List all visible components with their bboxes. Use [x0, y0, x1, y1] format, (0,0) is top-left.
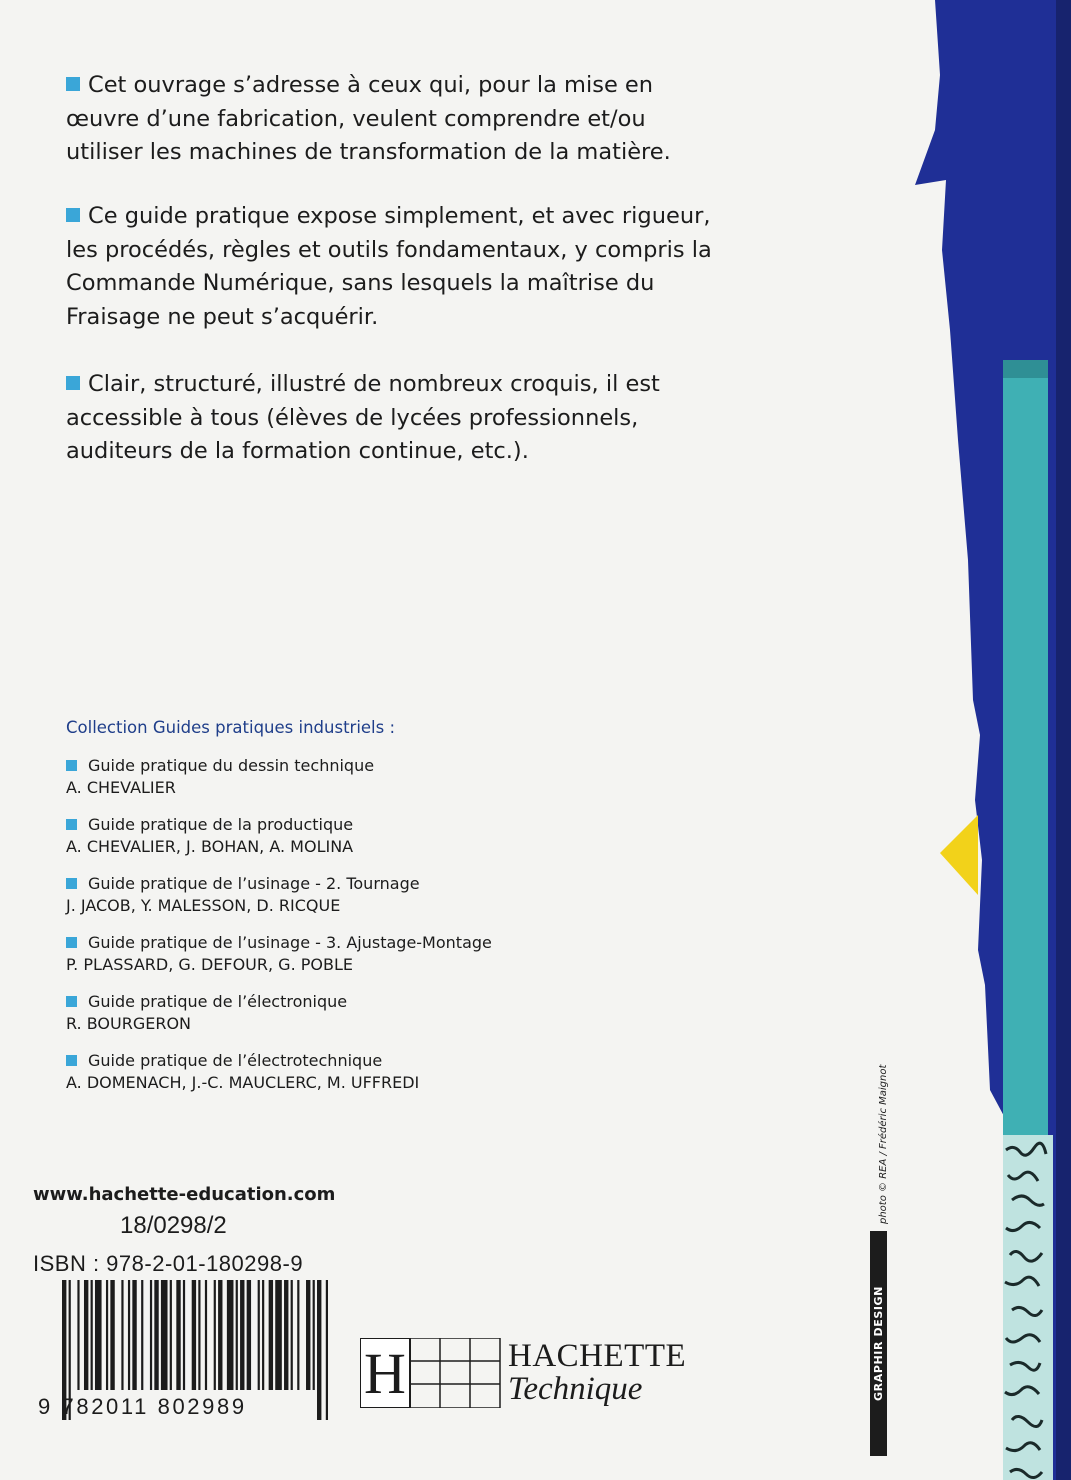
collection-list	[66, 755, 492, 1109]
barcode-bar	[161, 1280, 168, 1390]
collection-item-authors: J. JACOB, Y. MALESSON, D. RICQUE	[66, 896, 341, 915]
design-credit: GRAPHIR DESIGN	[870, 1231, 887, 1456]
square-bullet-icon	[66, 1055, 77, 1066]
spine-shadow	[1056, 0, 1071, 1480]
collection-title: Collection Guides pratiques industriels :	[66, 718, 396, 737]
barcode-bar	[247, 1280, 251, 1390]
collection-item	[66, 991, 492, 1050]
square-bullet-icon	[66, 937, 77, 948]
barcode-bar	[317, 1280, 321, 1420]
barcode-bar	[227, 1280, 234, 1390]
barcode-bar	[176, 1280, 180, 1390]
barcode-bar	[132, 1280, 136, 1390]
barcode-bar	[84, 1280, 88, 1390]
square-bullet-icon	[66, 996, 77, 1007]
blurb-text-2: Ce guide pratique expose simplement, et avec rigueur, les procédés, règles et outils fondamentaux, y compris la Commande Numérique, sans lesquels la maîtrise du Fraisage ne peut s’acquérir.	[66, 203, 712, 330]
collection-item-authors: A. CHEVALIER	[66, 778, 176, 797]
svg-text:H: H	[364, 1341, 406, 1406]
collection-item-authors: R. BOURGERON	[66, 1014, 192, 1033]
barcode-bar	[154, 1280, 158, 1390]
square-bullet-icon	[66, 77, 80, 91]
barcode-bar	[183, 1280, 185, 1390]
marbled-pattern-bg	[1003, 1135, 1053, 1480]
collection-item	[66, 1050, 492, 1109]
collection-item-title: Guide pratique de l’usinage - 2. Tournage	[88, 874, 420, 893]
blurb-text-1: Cet ouvrage s’adresse à ceux qui, pour la mise en œuvre d’une fabrication, veulent comprendre et/ou utiliser les machines de transformation de la matière.	[66, 72, 671, 165]
barcode-bar	[291, 1280, 293, 1390]
barcode-bar	[284, 1280, 288, 1390]
barcode-bar	[77, 1280, 79, 1390]
barcode-bar	[258, 1280, 260, 1390]
blurb-paragraph-3	[66, 368, 726, 469]
collection-item-title: Guide pratique du dessin technique	[88, 756, 375, 775]
collection-item-authors: A. CHEVALIER, J. BOHAN, A. MOLINA	[66, 837, 354, 856]
collection-item-title: Guide pratique de la productique	[88, 815, 354, 834]
collection-item	[66, 814, 492, 873]
photo-credit: photo © REA / Frédéric Maignot	[878, 1064, 889, 1224]
isbn: ISBN : 978-2-01-180298-9	[33, 1251, 304, 1276]
barcode-bar	[205, 1280, 207, 1390]
barcode-bar	[95, 1280, 102, 1390]
barcode-bar	[128, 1280, 130, 1390]
teal-strip-top	[1003, 360, 1048, 378]
barcode-bar	[170, 1280, 172, 1390]
collection-item-title: Guide pratique de l’électronique	[88, 992, 348, 1011]
barcode-bar	[236, 1280, 238, 1390]
collection-item-authors: P. PLASSARD, G. DEFOUR, G. POBLE	[66, 955, 353, 974]
barcode-bar	[150, 1280, 152, 1390]
blurb-paragraph-2	[66, 200, 726, 334]
barcode-bar	[313, 1280, 315, 1390]
barcode-bar	[326, 1280, 328, 1420]
product-code: 18/0298/2	[120, 1212, 227, 1239]
barcode-bar	[240, 1280, 244, 1390]
collection-item	[66, 755, 492, 814]
barcode-bar	[262, 1280, 264, 1390]
collection-item	[66, 932, 492, 991]
barcode-bar	[141, 1280, 143, 1390]
barcode-bar	[269, 1280, 273, 1390]
barcode-bar	[218, 1280, 222, 1390]
barcode-bar	[121, 1280, 123, 1390]
barcode-bar	[297, 1280, 299, 1390]
barcode-bar	[91, 1280, 93, 1390]
square-bullet-icon	[66, 878, 77, 889]
publisher-imprint: Technique	[508, 1371, 643, 1407]
blurb-paragraph-1	[66, 69, 726, 170]
publisher-url[interactable]: www.hachette-education.com	[33, 1184, 336, 1205]
collection-item-title: Guide pratique de l’électrotechnique	[88, 1051, 383, 1070]
collection-item	[66, 873, 492, 932]
barcode-bar	[275, 1280, 282, 1390]
barcode-bar	[192, 1280, 196, 1390]
barcode-bar	[306, 1280, 310, 1390]
publisher-name: HACHETTE	[508, 1338, 687, 1374]
barcode-bar	[198, 1280, 200, 1390]
collection-item-title: Guide pratique de l’usinage - 3. Ajustage-Montage	[88, 933, 492, 952]
square-bullet-icon	[66, 376, 80, 390]
barcode-bar	[110, 1280, 114, 1390]
barcode-digits: 9 782011 802989	[38, 1394, 247, 1419]
square-bullet-icon	[66, 819, 77, 830]
blurb-text-3: Clair, structuré, illustré de nombreux croquis, il est accessible à tous (élèves de lycées professionnels, auditeurs de la formation continue, etc.).	[66, 371, 660, 464]
collection-item-authors: A. DOMENACH, J.-C. MAUCLERC, M. UFFREDI	[66, 1073, 420, 1092]
square-bullet-icon	[66, 760, 77, 771]
yellow-triangle-icon	[940, 815, 978, 895]
barcode-bar	[106, 1280, 108, 1390]
barcode-bar	[214, 1280, 216, 1390]
square-bullet-icon	[66, 208, 80, 222]
